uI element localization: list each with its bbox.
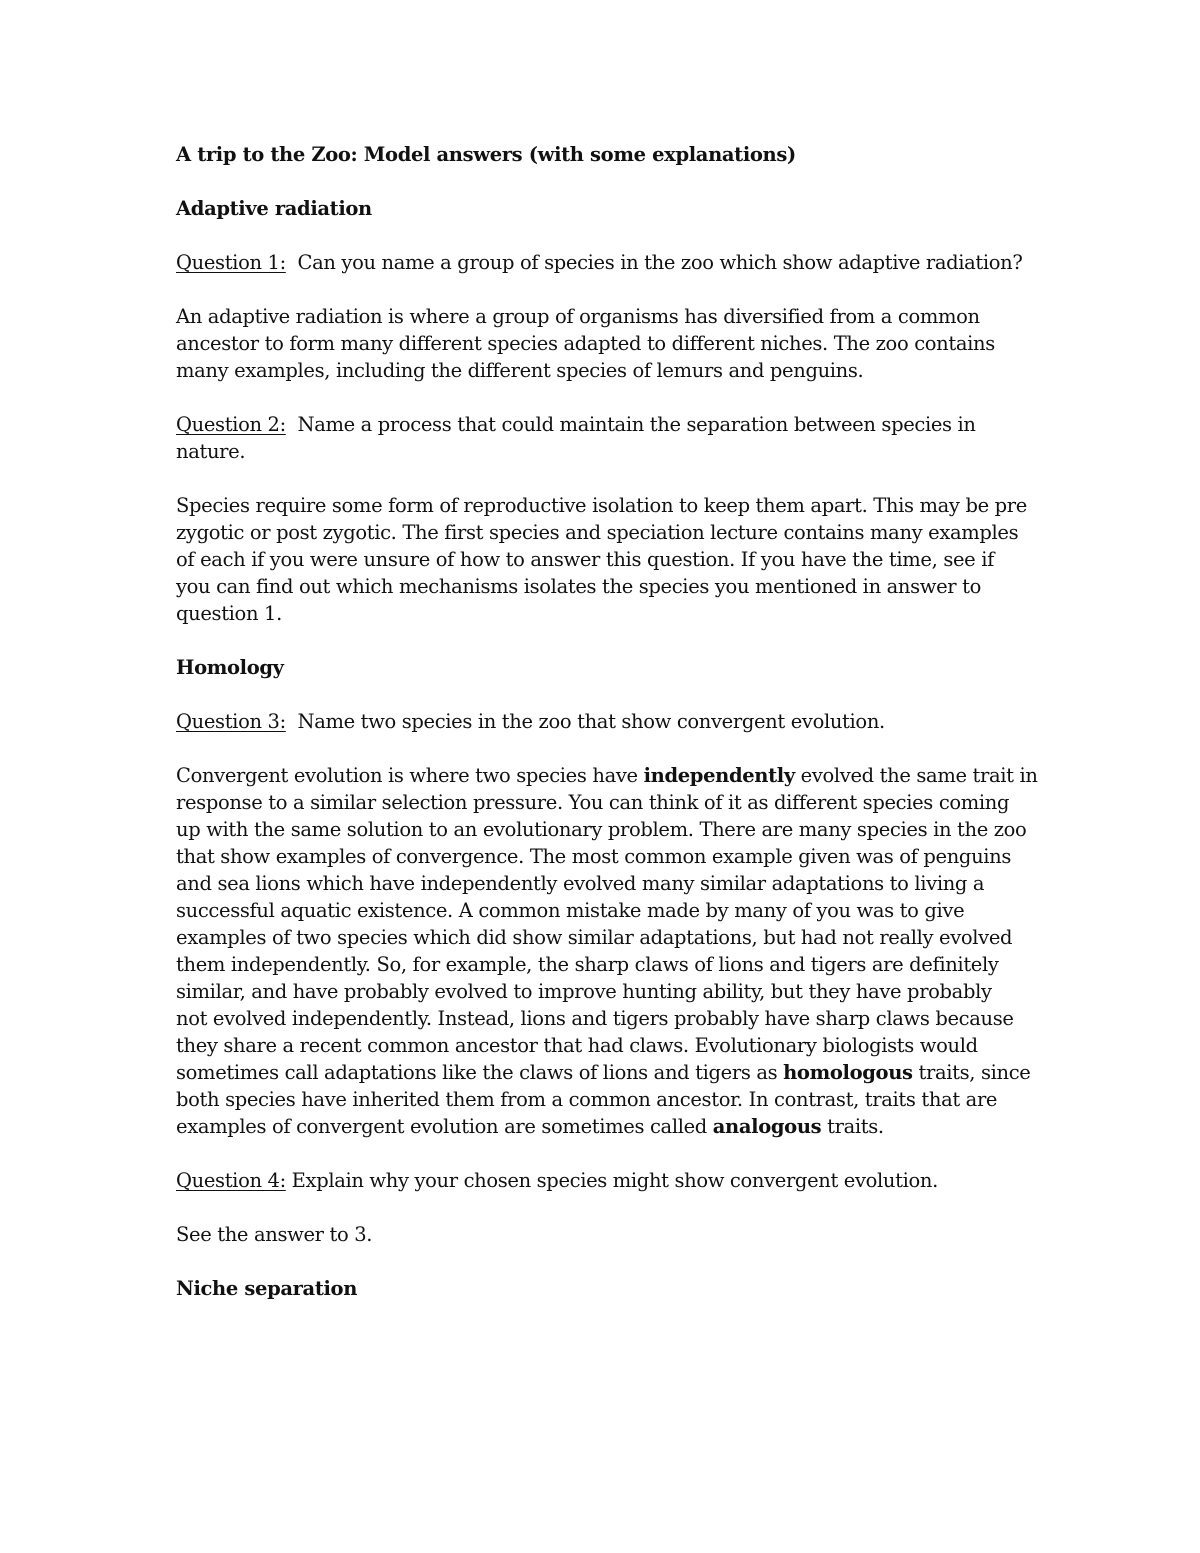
heading-adaptive-radiation: Adaptive radiation xyxy=(176,197,372,220)
question-2-line xyxy=(176,411,1036,438)
question-4-label: Question 4: xyxy=(176,1169,286,1192)
answer-3-text: evolved the same trait in xyxy=(794,764,1038,787)
question-2-line: nature. xyxy=(176,440,246,463)
question-1-text: Can you name a group of species in the zoo which show adaptive radiation? xyxy=(297,251,1023,274)
answer-3-line xyxy=(176,1059,1036,1086)
question-2 xyxy=(176,411,1036,465)
bold-term-analogous: analogous xyxy=(712,1115,822,1138)
answer-3-text: Convergent evolution is where two species have xyxy=(176,764,644,787)
question-1 xyxy=(176,249,1036,276)
bold-term-independently: independently xyxy=(643,764,795,787)
answer-3-line: both species have inherited them from a common ancestor. In contrast, traits that are xyxy=(176,1088,998,1111)
question-2-text: Name a process that could maintain the separation between species in xyxy=(297,413,976,436)
answer-3 xyxy=(176,762,1036,1140)
question-4-line xyxy=(176,1167,1036,1194)
answer-3-line: response to a similar selection pressure. You can think of it as different species coming xyxy=(176,791,1010,814)
answer-1-line: An adaptive radiation is where a group of organisms has diversified from a common xyxy=(176,305,980,328)
answer-4 xyxy=(176,1221,1036,1248)
heading-niche-separation: Niche separation xyxy=(176,1277,358,1300)
question-3 xyxy=(176,708,1036,735)
bold-term-homologous: homologous xyxy=(783,1061,913,1084)
answer-2-line: Species require some form of reproductive isolation to keep them apart. This may be pre xyxy=(176,494,1027,517)
question-3-text: Name two species in the zoo that show convergent evolution. xyxy=(297,710,885,733)
question-2-label: Question 2: xyxy=(176,413,286,436)
answer-2-line: you can find out which mechanisms isolates the species you mentioned in answer to xyxy=(176,575,981,598)
answer-2 xyxy=(176,492,1036,627)
answer-3-line: that show examples of convergence. The most common example given was of penguins xyxy=(176,845,1012,868)
answer-3-line: up with the same solution to an evolutionary problem. There are many species in the zoo xyxy=(176,818,1027,841)
question-1-label: Question 1: xyxy=(176,251,286,274)
document-page xyxy=(176,141,1036,1329)
question-3-line xyxy=(176,708,1036,735)
answer-3-line: them independently. So, for example, the sharp claws of lions and tigers are definitely xyxy=(176,953,999,976)
answer-3-text: examples of convergent evolution are sometimes called xyxy=(176,1115,713,1138)
question-4-text: Explain why your chosen species might show convergent evolution. xyxy=(291,1169,938,1192)
question-1-line xyxy=(176,249,1036,276)
answer-1 xyxy=(176,303,1036,384)
answer-3-text: traits. xyxy=(821,1115,884,1138)
answer-1-line: ancestor to form many different species adapted to different niches. The zoo contains xyxy=(176,332,995,355)
answer-3-line xyxy=(176,1113,1036,1140)
answer-3-line: not evolved independently. Instead, lions and tigers probably have sharp claws because xyxy=(176,1007,1014,1030)
answer-3-line: successful aquatic existence. A common mistake made by many of you was to give xyxy=(176,899,965,922)
answer-3-text: sometimes call adaptations like the claws of lions and tigers as xyxy=(176,1061,784,1084)
answer-4-line: See the answer to 3. xyxy=(176,1223,373,1246)
answer-3-text: traits, since xyxy=(912,1061,1031,1084)
question-3-label: Question 3: xyxy=(176,710,286,733)
answer-3-line: and sea lions which have independently evolved many similar adaptations to living a xyxy=(176,872,985,895)
answer-1-line: many examples, including the different species of lemurs and penguins. xyxy=(176,359,864,382)
answer-3-line xyxy=(176,762,1036,789)
answer-3-line: examples of two species which did show similar adaptations, but had not really evolved xyxy=(176,926,1013,949)
answer-2-line: of each if you were unsure of how to answer this question. If you have the time, see if xyxy=(176,548,994,571)
heading-homology: Homology xyxy=(176,656,284,679)
document-title: A trip to the Zoo: Model answers (with some explanations) xyxy=(176,143,796,166)
question-4 xyxy=(176,1167,1036,1194)
answer-2-line: question 1. xyxy=(176,602,282,625)
answer-3-line: they share a recent common ancestor that had claws. Evolutionary biologists would xyxy=(176,1034,978,1057)
answer-2-line: zygotic or post zygotic. The first species and speciation lecture contains many examples xyxy=(176,521,1019,544)
answer-3-line: similar, and have probably evolved to improve hunting ability, but they have probably xyxy=(176,980,992,1003)
